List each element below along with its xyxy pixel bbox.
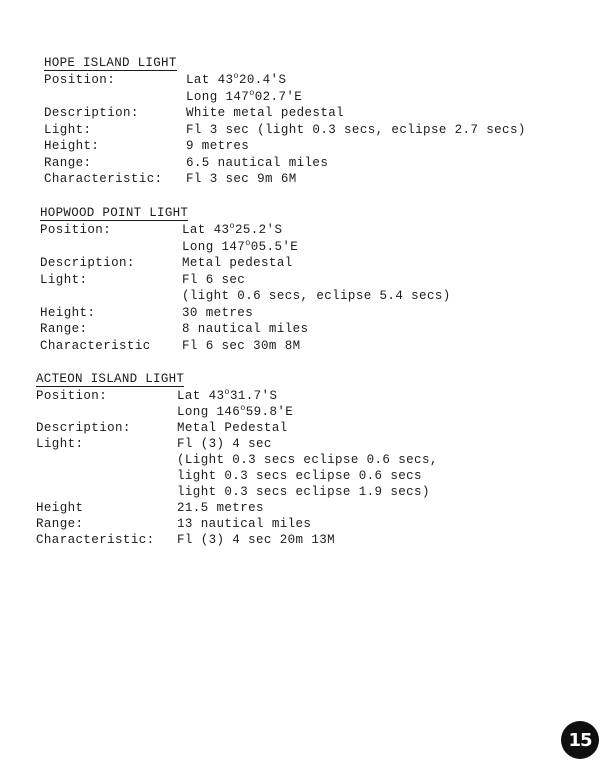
characteristic-row bbox=[36, 532, 576, 548]
range-value: 8 nautical miles bbox=[182, 322, 309, 336]
section-heading: ACTEON ISLAND LIGHT bbox=[36, 372, 185, 386]
position-label: Position: bbox=[40, 223, 112, 237]
range-value: 6.5 nautical miles bbox=[186, 155, 329, 170]
range-label: Range: bbox=[44, 155, 92, 170]
light-row bbox=[44, 122, 584, 139]
height-value: 30 metres bbox=[182, 305, 254, 320]
degree-symbol: o bbox=[224, 387, 230, 397]
light-detail-value: light 0.3 secs eclipse 0.6 secs bbox=[177, 469, 422, 483]
position-label: Position: bbox=[36, 389, 108, 403]
light-detail-value: (light 0.6 secs, eclipse 5.4 secs) bbox=[182, 289, 451, 303]
range-label: Range: bbox=[40, 322, 88, 336]
degree-symbol: o bbox=[229, 221, 235, 231]
light-detail-value: light 0.3 secs eclipse 1.9 secs) bbox=[177, 485, 430, 499]
light-value: Fl 3 sec (light 0.3 secs, eclipse 2.7 secs) bbox=[186, 122, 526, 137]
acteon-island-light-section bbox=[36, 372, 576, 548]
range-label: Range: bbox=[36, 517, 84, 531]
light-detail-row bbox=[40, 288, 580, 305]
description-value: White metal pedestal bbox=[186, 106, 345, 120]
degree-symbol: o bbox=[240, 403, 246, 413]
degree-symbol: o bbox=[249, 87, 255, 98]
latitude-value: Lat 43$^o$20.4'S bbox=[186, 71, 287, 87]
degree-symbol: o bbox=[245, 237, 251, 248]
light-value: Fl 6 sec bbox=[182, 272, 246, 287]
characteristic-value: Fl 6 sec 30m 8M bbox=[182, 338, 301, 353]
longitude-row bbox=[40, 239, 580, 256]
section-heading: HOPWOOD POINT LIGHT bbox=[40, 206, 189, 220]
page-number-badge: 15 bbox=[561, 721, 599, 759]
characteristic-value: Fl 3 sec 9m 6M bbox=[186, 172, 297, 186]
characteristic-label: Characteristic: bbox=[44, 172, 163, 186]
description-row bbox=[44, 105, 584, 122]
light-row bbox=[36, 436, 576, 452]
description-label: Description: bbox=[44, 106, 139, 120]
light-label: Light: bbox=[44, 122, 92, 137]
longitude-row bbox=[36, 404, 576, 420]
latitude-value: Lat 43$^o$31.7'S bbox=[177, 387, 278, 403]
height-label: Height: bbox=[44, 139, 100, 153]
characteristic-row bbox=[40, 338, 580, 355]
hope-island-light-section bbox=[44, 56, 584, 188]
characteristic-label: Characteristic: bbox=[36, 533, 155, 547]
latitude-value: Lat 43$^o$25.2'S bbox=[182, 221, 283, 237]
light-label: Light: bbox=[40, 272, 88, 287]
position-row bbox=[44, 72, 584, 89]
light-row bbox=[40, 272, 580, 289]
longitude-value: Long 147$^o$02.7'E bbox=[186, 87, 303, 104]
description-row bbox=[36, 420, 576, 436]
characteristic-row bbox=[44, 171, 584, 188]
characteristic-value: Fl (3) 4 sec 20m 13M bbox=[177, 533, 336, 547]
height-label: Height bbox=[36, 501, 84, 515]
position-row bbox=[40, 222, 580, 239]
degree-symbol: o bbox=[233, 71, 239, 81]
characteristic-label: Characteristic bbox=[40, 338, 151, 353]
description-label: Description: bbox=[36, 421, 131, 435]
hopwood-point-light-section bbox=[40, 206, 580, 354]
position-row bbox=[36, 388, 576, 404]
height-label: Height: bbox=[40, 305, 96, 320]
height-row bbox=[36, 500, 576, 516]
range-row bbox=[36, 516, 576, 532]
position-label: Position: bbox=[44, 73, 116, 87]
light-detail-row bbox=[36, 452, 576, 468]
description-row bbox=[40, 255, 580, 272]
section-heading: HOPE ISLAND LIGHT bbox=[44, 56, 177, 70]
description-value: Metal pedestal bbox=[182, 256, 293, 270]
light-label: Light: bbox=[36, 437, 84, 451]
light-detail-row bbox=[36, 484, 576, 500]
range-value: 13 nautical miles bbox=[177, 517, 312, 531]
range-row bbox=[44, 155, 584, 172]
longitude-value: Long 147$^o$05.5'E bbox=[182, 237, 299, 254]
height-value: 9 metres bbox=[186, 139, 250, 153]
description-value: Metal Pedestal bbox=[177, 421, 288, 435]
light-value: Fl (3) 4 sec bbox=[177, 437, 272, 451]
height-value: 21.5 metres bbox=[177, 501, 264, 515]
height-row bbox=[40, 305, 580, 322]
light-detail-row bbox=[36, 468, 576, 484]
longitude-value: Long 146$^o$59.8'E bbox=[177, 403, 294, 419]
light-detail-value: (Light 0.3 secs eclipse 0.6 secs, bbox=[177, 453, 438, 467]
height-row bbox=[44, 138, 584, 155]
range-row bbox=[40, 321, 580, 338]
longitude-row bbox=[44, 89, 584, 106]
description-label: Description: bbox=[40, 256, 135, 270]
